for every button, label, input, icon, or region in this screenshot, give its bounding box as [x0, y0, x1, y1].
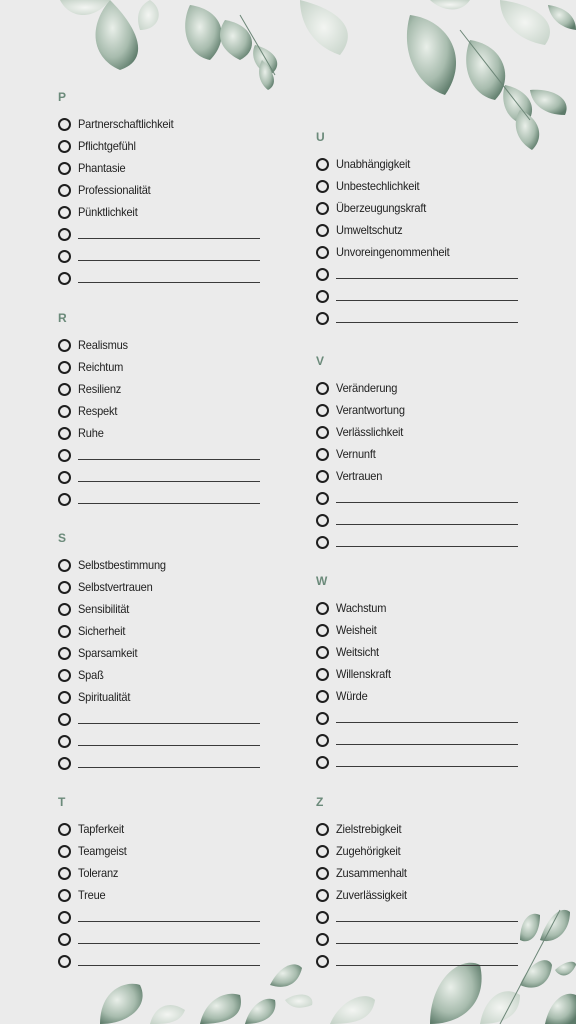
- blank-checklist-item[interactable]: [58, 752, 288, 774]
- blank-line[interactable]: [78, 260, 260, 261]
- checkbox-circle-icon[interactable]: [58, 449, 71, 462]
- section-u: [316, 129, 546, 329]
- section-letter: R: [58, 311, 67, 325]
- blank-line[interactable]: [336, 278, 518, 279]
- blank-line[interactable]: [78, 459, 260, 460]
- section-t: [58, 794, 288, 972]
- checkbox-circle-icon[interactable]: [58, 361, 71, 374]
- blank-checklist-item[interactable]: [316, 906, 546, 928]
- checklist-item[interactable]: Zusammenhalt: [316, 862, 546, 884]
- checkbox-circle-icon[interactable]: [58, 272, 71, 285]
- checkbox-circle-icon[interactable]: [58, 184, 71, 197]
- checkbox-circle-icon[interactable]: [58, 713, 71, 726]
- checklist-item[interactable]: Wachstum: [316, 597, 546, 619]
- checkbox-circle-icon[interactable]: [316, 756, 329, 769]
- blank-line[interactable]: [336, 744, 518, 745]
- checklist-item[interactable]: Zuverlässigkeit: [316, 884, 546, 906]
- checklist-item[interactable]: Spiritualität: [58, 686, 288, 708]
- blank-checklist-item[interactable]: [316, 928, 546, 950]
- blank-line[interactable]: [336, 722, 518, 723]
- checkbox-circle-icon[interactable]: [58, 250, 71, 263]
- section-letter: S: [58, 531, 67, 545]
- checkbox-circle-icon[interactable]: [58, 889, 71, 902]
- blank-checklist-item[interactable]: [58, 906, 288, 928]
- checkbox-circle-icon[interactable]: [316, 290, 329, 303]
- blank-checklist-item[interactable]: [58, 267, 288, 289]
- blank-line[interactable]: [336, 524, 518, 525]
- blank-checklist-item[interactable]: [58, 466, 288, 488]
- checkbox-circle-icon[interactable]: [316, 867, 329, 880]
- checkbox-circle-icon[interactable]: [316, 514, 329, 527]
- checklist-item[interactable]: Spaß: [58, 664, 288, 686]
- checkbox-circle-icon[interactable]: [316, 536, 329, 549]
- checkbox-circle-icon[interactable]: [58, 206, 71, 219]
- checklist-item[interactable]: Veränderung: [316, 377, 546, 399]
- section-letter: W: [316, 574, 328, 588]
- checkbox-circle-icon[interactable]: [316, 602, 329, 615]
- checklist-item[interactable]: Partnerschaftlichkeit: [58, 113, 288, 135]
- blank-line[interactable]: [336, 943, 518, 944]
- blank-checklist-item[interactable]: [316, 285, 546, 307]
- checklist-item[interactable]: Überzeugungskraft: [316, 197, 546, 219]
- checklist-item[interactable]: Sicherheit: [58, 620, 288, 642]
- checkbox-circle-icon[interactable]: [58, 228, 71, 241]
- checklist-item[interactable]: Pünktlichkeit: [58, 201, 288, 223]
- checkbox-circle-icon[interactable]: [316, 845, 329, 858]
- checklist-item[interactable]: Verlässlichkeit: [316, 421, 546, 443]
- blank-line[interactable]: [336, 322, 518, 323]
- checkbox-circle-icon[interactable]: [58, 427, 71, 440]
- checklist-item[interactable]: Toleranz: [58, 862, 288, 884]
- checkbox-circle-icon[interactable]: [316, 823, 329, 836]
- checkbox-circle-icon[interactable]: [58, 603, 71, 616]
- checkbox-circle-icon[interactable]: [58, 140, 71, 153]
- blank-line[interactable]: [336, 546, 518, 547]
- blank-line[interactable]: [78, 723, 260, 724]
- checkbox-circle-icon[interactable]: [316, 955, 329, 968]
- checkbox-circle-icon[interactable]: [316, 933, 329, 946]
- blank-checklist-item[interactable]: [58, 444, 288, 466]
- blank-line[interactable]: [78, 503, 260, 504]
- checkbox-circle-icon[interactable]: [316, 180, 329, 193]
- blank-checklist-item[interactable]: [316, 950, 546, 972]
- checklist-item[interactable]: Umweltschutz: [316, 219, 546, 241]
- section-letter: T: [58, 795, 66, 809]
- checklist-item[interactable]: Zielstrebigkeit: [316, 818, 546, 840]
- blank-checklist-item[interactable]: [58, 245, 288, 267]
- blank-checklist-item[interactable]: [58, 488, 288, 510]
- checkbox-circle-icon[interactable]: [58, 691, 71, 704]
- checkbox-circle-icon[interactable]: [316, 404, 329, 417]
- checkbox-circle-icon[interactable]: [58, 647, 71, 660]
- checkbox-circle-icon[interactable]: [58, 383, 71, 396]
- checkbox-circle-icon[interactable]: [58, 911, 71, 924]
- blank-line[interactable]: [78, 767, 260, 768]
- checkbox-circle-icon[interactable]: [58, 735, 71, 748]
- checkbox-circle-icon[interactable]: [316, 246, 329, 259]
- checkbox-circle-icon[interactable]: [316, 202, 329, 215]
- blank-line[interactable]: [78, 481, 260, 482]
- section-r: [58, 310, 288, 510]
- checklist-item[interactable]: Würde: [316, 685, 546, 707]
- section-z: [316, 794, 546, 972]
- checklist-item[interactable]: Respekt: [58, 400, 288, 422]
- checkbox-circle-icon[interactable]: [316, 911, 329, 924]
- checkbox-circle-icon[interactable]: [316, 712, 329, 725]
- checkbox-circle-icon[interactable]: [58, 405, 71, 418]
- checklist-item[interactable]: Reichtum: [58, 356, 288, 378]
- section-letter: V: [316, 354, 325, 368]
- checklist-item[interactable]: Vernunft: [316, 443, 546, 465]
- checkbox-circle-icon[interactable]: [316, 690, 329, 703]
- checklist-item[interactable]: Verantwortung: [316, 399, 546, 421]
- blank-checklist-item[interactable]: [316, 531, 546, 553]
- checkbox-circle-icon[interactable]: [316, 470, 329, 483]
- checklist-item[interactable]: Unvoreingenommenheit: [316, 241, 546, 263]
- checklist-item[interactable]: Weisheit: [316, 619, 546, 641]
- checkbox-circle-icon[interactable]: [316, 224, 329, 237]
- checkbox-circle-icon[interactable]: [58, 669, 71, 682]
- blank-line[interactable]: [336, 502, 518, 503]
- blank-checklist-item[interactable]: [58, 950, 288, 972]
- checkbox-circle-icon[interactable]: [58, 823, 71, 836]
- checkbox-circle-icon[interactable]: [316, 426, 329, 439]
- checkbox-circle-icon[interactable]: [58, 471, 71, 484]
- section-w: [316, 573, 546, 773]
- section-p: [58, 89, 288, 289]
- blank-checklist-item[interactable]: [316, 509, 546, 531]
- checkbox-circle-icon[interactable]: [58, 867, 71, 880]
- blank-checklist-item[interactable]: [58, 928, 288, 950]
- blank-line[interactable]: [336, 300, 518, 301]
- section-v: [316, 353, 546, 553]
- checkbox-circle-icon[interactable]: [58, 625, 71, 638]
- blank-line[interactable]: [78, 282, 260, 283]
- checklist-item[interactable]: Ruhe: [58, 422, 288, 444]
- checklist-item[interactable]: Selbstvertrauen: [58, 576, 288, 598]
- checkbox-circle-icon[interactable]: [316, 734, 329, 747]
- blank-checklist-item[interactable]: [58, 730, 288, 752]
- checkbox-circle-icon[interactable]: [316, 668, 329, 681]
- checklist-item[interactable]: Teamgeist: [58, 840, 288, 862]
- section-letter: P: [58, 90, 67, 104]
- checkbox-circle-icon[interactable]: [58, 118, 71, 131]
- checkbox-circle-icon[interactable]: [58, 162, 71, 175]
- blank-line[interactable]: [78, 921, 260, 922]
- checkbox-circle-icon[interactable]: [316, 889, 329, 902]
- checklist-item[interactable]: Sensibilität: [58, 598, 288, 620]
- checklist-item[interactable]: Unabhängigkeit: [316, 153, 546, 175]
- checklist-item[interactable]: Phantasie: [58, 157, 288, 179]
- checklist-item[interactable]: Treue: [58, 884, 288, 906]
- checklist-item[interactable]: Selbstbestimmung: [58, 554, 288, 576]
- blank-line[interactable]: [78, 965, 260, 966]
- blank-checklist-item[interactable]: [316, 307, 546, 329]
- checkbox-circle-icon[interactable]: [58, 757, 71, 770]
- blank-checklist-item[interactable]: [316, 751, 546, 773]
- section-letter: Z: [316, 795, 324, 809]
- checklist-item[interactable]: Weitsicht: [316, 641, 546, 663]
- checkbox-circle-icon[interactable]: [58, 845, 71, 858]
- checklist-item[interactable]: Professionalität: [58, 179, 288, 201]
- blank-line[interactable]: [78, 943, 260, 944]
- blank-checklist-item[interactable]: [316, 707, 546, 729]
- checklist-item[interactable]: Sparsamkeit: [58, 642, 288, 664]
- section-s: [58, 530, 288, 774]
- checkbox-circle-icon[interactable]: [58, 933, 71, 946]
- blank-line[interactable]: [78, 745, 260, 746]
- checklist-item[interactable]: Zugehörigkeit: [316, 840, 546, 862]
- checklist-item[interactable]: Tapferkeit: [58, 818, 288, 840]
- checkbox-circle-icon[interactable]: [58, 559, 71, 572]
- blank-checklist-item[interactable]: [316, 263, 546, 285]
- checklist-item[interactable]: Realismus: [58, 334, 288, 356]
- checkbox-circle-icon[interactable]: [316, 382, 329, 395]
- blank-checklist-item[interactable]: [58, 708, 288, 730]
- checklist-item[interactable]: Vertrauen: [316, 465, 546, 487]
- blank-line[interactable]: [336, 921, 518, 922]
- checkbox-circle-icon[interactable]: [58, 493, 71, 506]
- section-letter: U: [316, 130, 325, 144]
- checkbox-circle-icon[interactable]: [58, 955, 71, 968]
- checkbox-circle-icon[interactable]: [316, 624, 329, 637]
- checklist-item[interactable]: Unbestechlichkeit: [316, 175, 546, 197]
- checklist-item[interactable]: Pflichtgefühl: [58, 135, 288, 157]
- blank-checklist-item[interactable]: [316, 729, 546, 751]
- checkbox-circle-icon[interactable]: [316, 492, 329, 505]
- checkbox-circle-icon[interactable]: [316, 448, 329, 461]
- checklist-item[interactable]: Willenskraft: [316, 663, 546, 685]
- blank-checklist-item[interactable]: [316, 487, 546, 509]
- checkbox-circle-icon[interactable]: [58, 339, 71, 352]
- checkbox-circle-icon[interactable]: [316, 312, 329, 325]
- blank-checklist-item[interactable]: [58, 223, 288, 245]
- checkbox-circle-icon[interactable]: [316, 158, 329, 171]
- checkbox-circle-icon[interactable]: [58, 581, 71, 594]
- blank-line[interactable]: [78, 238, 260, 239]
- checkbox-circle-icon[interactable]: [316, 646, 329, 659]
- checkbox-circle-icon[interactable]: [316, 268, 329, 281]
- blank-line[interactable]: [336, 965, 518, 966]
- checklist-item[interactable]: Resilienz: [58, 378, 288, 400]
- blank-line[interactable]: [336, 766, 518, 767]
